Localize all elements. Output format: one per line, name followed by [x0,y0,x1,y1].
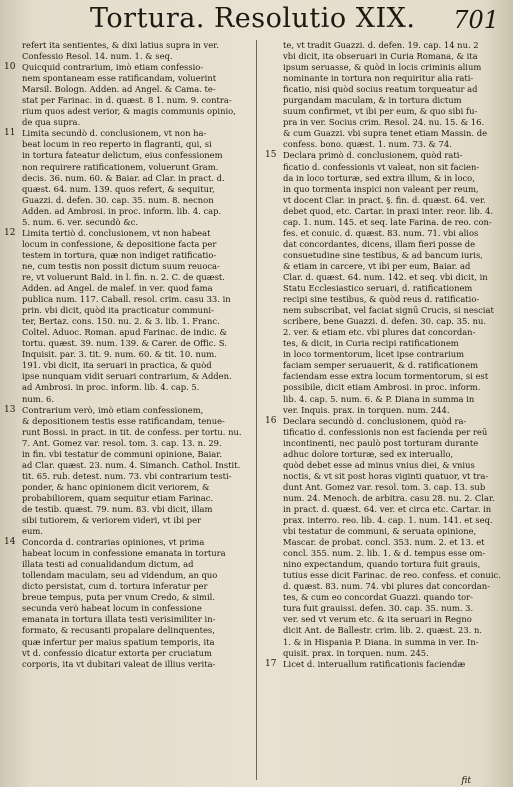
text-line: ficatio, nisi quòd socius reatum torqueatur ad [283,84,478,95]
text-line: emanata in tortura illata testi verisimiliter in- [22,614,216,625]
paragraph [265,150,509,415]
text-line: illata testi ad conualidandum dictum, ad [22,559,194,570]
text-line: vbi testatur de communi, & seruata opinione, [283,526,477,537]
text-line: confess. bono. quæst. 1. num. 73. & 74. [283,139,452,150]
text-line: Adden. ad Ambrosi. in proc. inform. lib. 4. cap. [22,205,222,216]
text-line: beat locum in reo reperto in flagranti, qui, si [22,139,212,150]
text-line: da in loco torturæ, sed extra illum, & in loco, [283,172,475,183]
text-line: faciendam esse extra locum tormentorum, si est [283,371,489,382]
text-line: possibile, dicit etiam Ambrosi. in proc. inform. [283,382,481,393]
paragraph-number: 10 [4,62,16,73]
text-line: ipse nunquam vidit seruari contrarium, & Adden. [22,371,232,382]
catchword: fit [461,776,471,786]
page-number: 701 [453,6,499,34]
text-line: sibi tutiorem, & veriorem videri, vt ibi per [22,515,202,526]
paragraph [265,659,509,670]
text-line: nino expectandum, quando tortura fuit grauis, [283,559,481,570]
text-line: nem subscribat, vel faciat signū Crucis, si nesciat [283,305,494,316]
text-line: quisit. prax. in torquen. num. 245. [283,647,429,658]
text-line: dunt Ant. Gomez var. resol. tom. 3. cap. 13. sub [283,481,486,492]
text-line: Licet d. interuallum ratificationis faciendæ [283,658,466,669]
text-line: pra in ver. Socius crim. Resol. 24. nu. 15. & 16. [283,117,485,128]
text-line: quòd debet esse ad minus vnius diei, & vnius [283,459,475,470]
text-line: Adden. ad Angel. de malef. in ver. quod fama [22,283,213,294]
text-line: tortu. quæst. 39. num. 139. & Carer. de Offic. S. [22,338,227,349]
text-line: tura fuit grauissi. defen. 30. cap. 35. num. 3. [283,603,474,614]
paragraph [4,62,248,128]
text-line: & etiam in carcere, vt ibi per eum, Baiar. ad [283,260,471,271]
text-line: faciam semper seruauerit, & d. ratificationem [283,360,479,371]
text-line: refert ita sentientes, & dixi latius supra in ver. [22,40,219,50]
text-line: ficatio d. confessionis vt valeat, non sit facien- [283,161,480,172]
text-line: quæ infertur per maius spatium temporis, ita [22,636,215,647]
text-line: nominante in tortura non requiritur alia rati- [283,73,474,84]
paragraph-number: 13 [4,404,16,415]
text-line: de testib. quæst. 79. num. 83. vbi dicit, illam [22,503,213,514]
right-column [265,40,509,670]
text-line: 191. vbi dicit, ita seruari in practica, & quòd [22,360,212,371]
text-line: vbi dicit, ita obseruari in Curia Romana, & ita [283,51,478,62]
text-line: ver. Inquis. prax. in torquen. num. 244. [283,404,450,415]
text-line: quæst. 64. num. 139. quos refert, & sequitur, [22,183,215,194]
paragraph-number: 16 [265,415,277,426]
text-line: & cum Guazzi. vbi supra tenet etiam Massin. de [283,128,488,139]
paragraph-number: 12 [4,227,16,238]
text-line: num. 24. Menoch. de arbitra. casu 28. nu. 2. Clar. [283,492,495,503]
text-line: in pract. d. quæst. 64. ver. et circa etc. Cartar. in [283,503,492,514]
text-line: lib. 4. cap. 5. num. 6. & P. Diana in summa in [283,393,475,404]
text-line: breue tempus, puta per vnum Credo, & simil. [22,592,216,603]
text-line: suum confirmet, vt ibi per eum, & quo sibi fu- [283,106,478,117]
text-line: runt Bossi. in pract. in tit. de confess. per tortu. nu. [22,426,242,437]
text-line: adhuc dolore torturæ, sed ex interuallo, [283,448,454,459]
text-line: in fin. vbi testatur de communi opinione, Baiar. [22,448,223,459]
text-line: in quo tormenta inspici non valeant per reum, [283,183,479,194]
text-line: & depositionem testis esse ratificandam, tenue- [22,415,225,426]
text-line: tificatio d. confessionis non est facienda per reū [283,426,488,437]
paragraph [4,228,248,405]
paragraph [4,128,248,227]
text-line: eum. [22,526,43,537]
text-line: ipsum seruasse, & quòd in locis criminis alium [283,62,482,73]
text-line: Contrarium verò, imò etiam confessionem, [22,404,204,415]
text-line: Coltel. Aduoc. Roman. apud Farinac. de indic. & [22,327,227,338]
text-line: scribere, bene Guazzi. d. defen. 30. cap. 35. nu. [283,316,487,327]
paragraph-number: 15 [265,150,277,161]
text-line: prax. interro. reo. lib. 4. cap. 1. num. 141. et seq. [283,515,493,526]
text-line: 5. num. 6. ver. secundò &c. [22,216,139,227]
text-line: Guazzi. d. defen. 30. cap. 35. num. 8. necnon [22,194,214,205]
text-line: prin. vbi dicit, quòd ita practicatur communi- [22,305,214,316]
paragraph [265,416,509,659]
text-line: publica num. 117. Caball. resol. crim. casu 33. in [22,294,231,305]
paragraph [4,537,248,670]
text-line: non requirere ratificationem, voluerunt Gram. [22,161,219,172]
text-line: de qua supra. [22,117,81,128]
paragraph [265,40,509,150]
text-line: ad Ambrosi. in proc. inform. lib. 4. cap. 5. [22,382,200,393]
text-line: locum in confessione, & depositione facta per [22,238,217,249]
text-line: tit. 65. rub. detest. num. 73. vbi contrarium testi- [22,470,232,481]
text-line: rium quos adest verior, & magis communis opinio, [22,106,236,117]
text-line: num. 6. [22,393,55,404]
column-divider [256,40,257,780]
text-line: 1. & in Hispania P. Diana. in summa in ver. In- [283,636,479,647]
text-line: re, vt voluerunt Bald. in l. fin. n. 2. C. de quæst. [22,271,225,282]
text-line: cap. 1. num. 145. et seq. late Farina. de reo. con- [283,216,492,227]
text-line: stat per Farinac. in d. quæst. 8 1. num. 9. contra- [22,95,232,106]
text-line: Clar. d. quæst. 64. num. 142. et seq. vbi dicit, in [283,271,488,282]
text-line: incontinenti, nec paulò post torturam durante [283,437,479,448]
text-line: purgandam maculam, & in tortura dictum [283,95,462,106]
text-line: Declara primò d. conclusionem, quòd rati- [283,150,463,161]
text-line: in tortura fateatur delictum, eius confessionem [22,150,223,161]
text-line: debet quod, etc. Cartar. in praxi inter. reor. lib. 4. [283,205,494,216]
text-line: Statu Ecclesiastico seruari, d. ratificationem [283,283,473,294]
text-line: dat concordantes, dicens, illam fieri posse de [283,238,476,249]
text-line: decis. 36. num. 60. & Baiar. ad Clar. in pract. d. [22,172,225,183]
text-line: Limita tertiò d. conclusionem, vt non habeat [22,227,211,238]
left-column [4,40,248,670]
text-line: noctis, & vt sit post horas viginti quatuor, vt tra- [283,470,489,481]
paragraph [4,40,248,62]
text-line: tutius esse dicit Farinac. de reo. confess. et conuic. [283,570,501,581]
text-line: dicto persistat, cum d. tortura inferatur per [22,581,208,592]
text-line: tes, & dicit, in Curia recipi ratificationem [283,338,459,349]
text-line: 7. Ant. Gomez var. resol. tom. 3. cap. 13. n. 29. [22,437,222,448]
paragraph-number: 17 [265,658,277,669]
text-line: Quicquid contrarium, imò etiam confessio- [22,62,204,73]
text-line: formato, & recusanti propalare delinquentes, [22,625,215,636]
text-line: secunda verò habeat locum in confessione [22,603,202,614]
text-line: vt docent Clar. in pract. §. fin. d. quæst. 64. ver. [283,194,486,205]
text-line: ponder, & hanc opinionem dicit veriorem, & [22,481,210,492]
text-line: te, vt tradit Guazzi. d. defen. 19. cap. 14 nu. 2 [283,40,479,50]
paragraph-number: 11 [4,128,16,139]
text-line: nem spontaneam esse ratificandam, voluerint [22,73,217,84]
page-header [0,0,513,40]
text-line: ter, Bertaz. cons. 150. nu. 2. & 3. lib. 1. Franc. [22,316,220,327]
text-line: Concorda d. contrarias opiniones, vt prima [22,537,205,548]
text-line: Confessio Resol. 14. num. 1. & seq. [22,51,173,62]
text-line: tollendam maculam, seu ad videndum, an quo [22,570,218,581]
text-line: fes. et conuic. d. quæst. 83. num. 71. vbi alios [283,227,479,238]
paragraph-number: 14 [4,537,16,548]
paragraph [4,405,248,538]
text-line: consuetudine sine testibus, & ad bancum iuris, [283,249,483,260]
text-line: probabiliorem, quam sequitur etiam Farinac. [22,492,214,503]
text-line: testem in tortura, quæ non indiget ratificatio- [22,249,217,260]
text-line: Marsil. Bologn. Adden. ad Angel. & Cama. te- [22,84,216,95]
text-line: Declara secundò d. conclusionem, quòd ra- [283,415,467,426]
text-line: 2. ver. & etiam etc. vbi plures dat concordan- [283,327,476,338]
text-line: tes, & cum eo concordat Guazzi. quando tor- [283,592,474,603]
text-line: in loco tormentorum, licet ipse contrarium [283,349,465,360]
text-line: dicit Ant. de Ballestr. crim. lib. 2. quæst. 23. n. [283,625,483,636]
text-line: Inquisit. par. 3. tit. 9. num. 60. & tit. 10. num. [22,349,217,360]
text-line: habeat locum in confessione emanata in tortura [22,548,226,559]
text-line: Mascar. de probat. concl. 353. num. 2. et 13. et [283,537,485,548]
text-line: recipi sine testibus, & quòd reus d. ratificatio- [283,294,480,305]
text-line: concl. 355. num. 2. lib. 1. & d. tempus esse om- [283,548,486,559]
running-title: Tortura. Resolutio XIX. [90,3,416,34]
text-line: Limita secundò d. conclusionem, vt non ha- [22,128,207,139]
text-line: ad Clar. quæst. 23. num. 4. Simanch. Cathol. Instit. [22,459,241,470]
text-line: d. quæst. 83. num. 74. vbi plures dat concordan- [283,581,490,592]
text-line: ver. sed vt verum etc. & ita seruari in Regno [283,614,472,625]
text-line: ne, cum testis non possit dictum suum reuoca- [22,260,220,271]
text-line: corporis, ita vt dubitari valeat de illius verita- [22,658,216,669]
text-line: vt d. confessio dicatur extorta per cruciatum [22,647,212,658]
